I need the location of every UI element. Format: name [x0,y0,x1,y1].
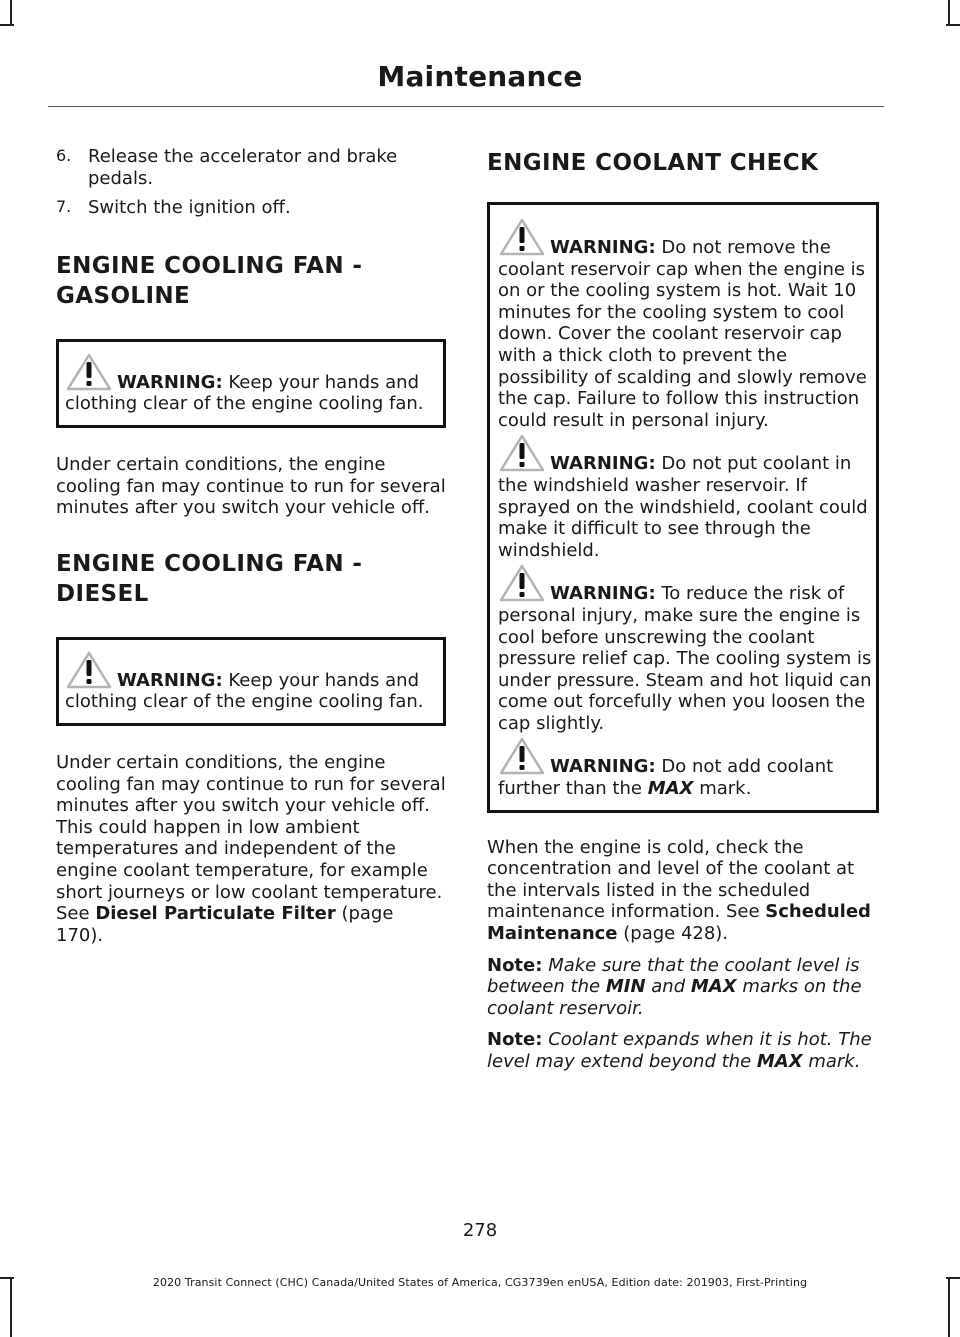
note-text: marks on the coolant reservoir. [487,976,862,1019]
warning-text: Keep your hands and clothing clear of the engine cooling fan. [65,371,424,415]
heading-line: GASOLINE [56,282,191,309]
warning-text: Keep your hands and clothing clear of the engine cooling fan. [65,669,424,713]
warning-label: WARNING: [550,237,656,258]
note-label: Note: [487,954,543,976]
warning-label: WARNING: [117,371,223,393]
warning-text-block [498,756,872,799]
heading-line: ENGINE COOLING FAN - [56,252,363,279]
note-text: mark. [808,1051,861,1072]
section-heading-gasoline [56,251,446,311]
warning-triangle-icon [498,563,546,603]
note-label: Note: [487,1029,543,1051]
warning-text-block [498,453,872,561]
heading-line: DIESEL [56,580,149,607]
max-mark: MAX [647,778,694,800]
warning-text: Do not add coolant further than the [498,756,834,800]
step-number: 6. [56,146,72,165]
cross-reference-link[interactable]: Scheduled Maintenance [487,901,871,945]
warning-item [498,583,872,734]
crop-mark-top-right-h [946,24,960,26]
step-6 [56,146,446,189]
warning-label: WARNING: [550,453,656,475]
warning-text-block [65,670,437,713]
warning-triangle-icon [65,650,113,690]
body-paragraph: Under certain conditions, the engine cooling fan may continue to run for several minutes after you switch your vehicle off. [56,453,446,519]
warning-triangle-icon [65,352,113,392]
crop-mark-top-left-v [10,0,12,26]
max-mark: MAX [756,1051,803,1072]
warning-label: WARNING: [117,669,223,691]
crop-mark-top-right-v [948,0,950,26]
section-heading-coolant: ENGINE COOLANT CHECK [487,150,819,176]
warning-item [498,237,872,431]
cross-reference-link[interactable]: Diesel Particulate Filter [95,903,336,925]
warning-text: To reduce the risk of personal injury, make sure the engine is cool before unscrewing the coolant pressure relief cap. The cooling system is under pressure. Steam and hot liquid can come out forcefully when you loosen the cap slightly. [498,583,872,734]
note-paragraph [487,1029,879,1072]
warning-label: WARNING: [550,756,656,778]
warning-text: Do not remove the coolant reservoir cap when the engine is on or the cooling system is hot. Wait 10 minutes for the cooling system to cool down. Cover the coolant reservoir cap with a thick cloth to prevent the possibility of scalding and slowly remove the cap. Failure to follow this instruction could result in personal injury. [498,237,867,431]
warning-text-block [65,372,437,415]
warning-text-block [498,237,872,431]
heading-line: ENGINE COOLING FAN - [56,550,363,577]
warning-triangle-icon [498,217,546,257]
step-text: Release the accelerator and brake pedals. [88,146,398,189]
warning-item [65,372,437,415]
page-reference: (page 428). [623,923,729,945]
note-text: Make sure that the coolant level is between the [487,954,860,998]
step-number: 7. [56,197,72,217]
page-reference: (page 170). [56,903,394,946]
warning-triangle-icon [498,736,546,776]
warning-text-block [498,583,872,734]
page-number: 278 [462,1220,498,1241]
note-text: Coolant expands when it is hot. The level may extend beyond the [487,1029,872,1072]
warning-text: mark. [699,778,752,800]
body-text: When the engine is cold, check the concentration and level of the coolant at the intervals listed in the scheduled maintenance information. See [487,836,855,923]
header-divider [48,106,884,107]
warning-triangle-icon [498,433,546,473]
warning-item [498,756,872,799]
note-paragraph [487,955,879,1020]
min-mark: MIN [605,976,646,998]
max-mark: MAX [690,976,737,998]
body-paragraph [56,752,446,946]
warning-box-coolant [487,202,879,813]
crop-mark-top-left-h [0,24,14,26]
warning-item [65,670,437,713]
warning-box-diesel [56,637,446,726]
warning-item [498,453,872,561]
warning-text: Do not put coolant in the windshield washer reservoir. If sprayed on the windshield, coolant could make it difficult to see through the windshield. [498,453,868,561]
body-paragraph [487,837,879,945]
body-text: Under certain conditions, the engine cooling fan may continue to run for several minutes after you switch your vehicle off. This could happen in low ambient temperatures and independent of the engine coolant temperature, for example short journeys or low coolant temperature. See [56,751,446,925]
step-text: Switch the ignition off. [88,197,291,219]
note-text: and [651,976,686,998]
section-heading-diesel [56,549,446,609]
warning-box-gasoline [56,339,446,428]
warning-label: WARNING: [550,583,656,605]
step-7 [56,197,446,219]
right-column [487,146,879,1073]
page-header-title: Maintenance [377,60,583,93]
footer-edition-info: 2020 Transit Connect (CHC) Canada/United States of America, CG3739en enUSA, Edition date: 201903, First-Printing [152,1276,808,1289]
left-column [56,146,446,946]
